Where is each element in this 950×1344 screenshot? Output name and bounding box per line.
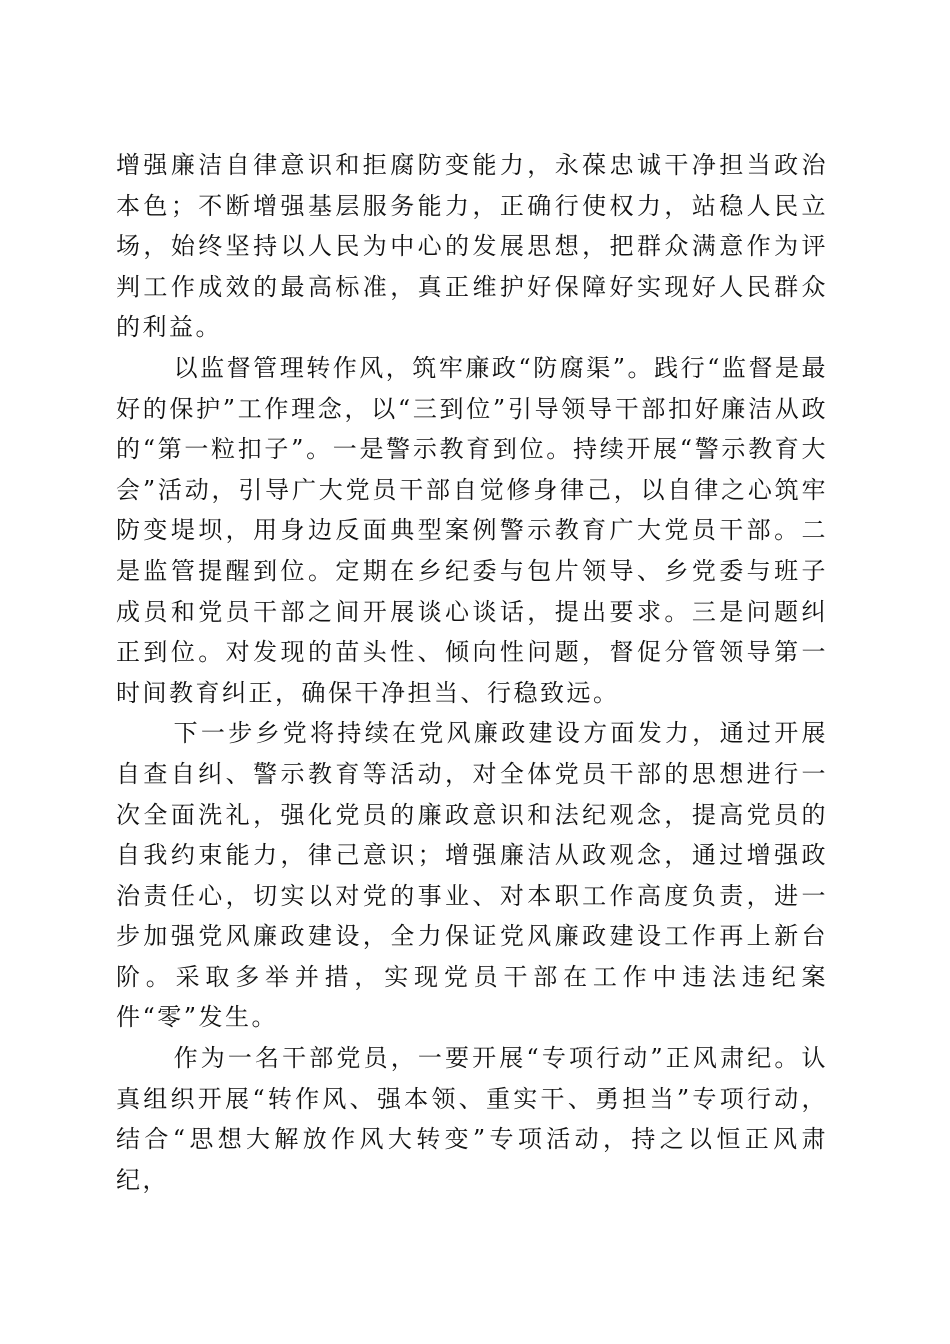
paragraph-continuation: 增强廉洁自律意识和拒腐防变能力，永葆忠诚干净担当政治本色；不断增强基层服务能力，正确行使权力，站稳人民立场，始终坚持以人民为中心的发展思想，把群众满意作为评判工作成效的最高标准，真正维护好保障好实现好人民群众的利益。 bbox=[116, 151, 828, 342]
document-body bbox=[116, 145, 828, 1200]
paragraph-next-steps: 下一步乡党将持续在党风廉政建设方面发力，通过开展自查自纠、警示教育等活动，对全体党员干部的思想进行一次全面洗礼，强化党员的廉政意识和法纪观念，提高党员的自我约束能力，律己意识；增强廉洁从政观念，通过增强政治责任心，切实以对党的事业、对本职工作高度负责，进一步加强党风廉政建设，全力保证党风廉政建设工作再上新台阶。采取多举并措，实现党员干部在工作中违法违纪案件“零”发生。 bbox=[116, 719, 828, 1032]
paragraph-supervision: 以监督管理转作风，筑牢廉政“防腐渠”。践行“监督是最好的保护”工作理念，以“三到位”引导领导干部扣好廉洁从政的“第一粒扣子”。一是警示教育到位。持续开展“警示教育大会”活动，引导广大党员干部自觉修身律己，以自律之心筑牢防变堤坝，用身边反面典型案例警示教育广大党员干部。二是监管提醒到位。定期在乡纪委与包片领导、乡党委与班子成员和党员干部之间开展谈心谈话，提出要求。三是问题纠正到位。对发现的苗头性、倾向性问题，督促分管领导第一时间教育纠正，确保干净担当、行稳致远。 bbox=[116, 353, 828, 707]
paragraph-cadre-duties: 作为一名干部党员，一要开展“专项行动”正风肃纪。认真组织开展“转作风、强本领、重实干、勇担当”专项行动，结合“思想大解放作风大转变”专项活动，持之以恒正风肃纪， bbox=[116, 1044, 828, 1194]
